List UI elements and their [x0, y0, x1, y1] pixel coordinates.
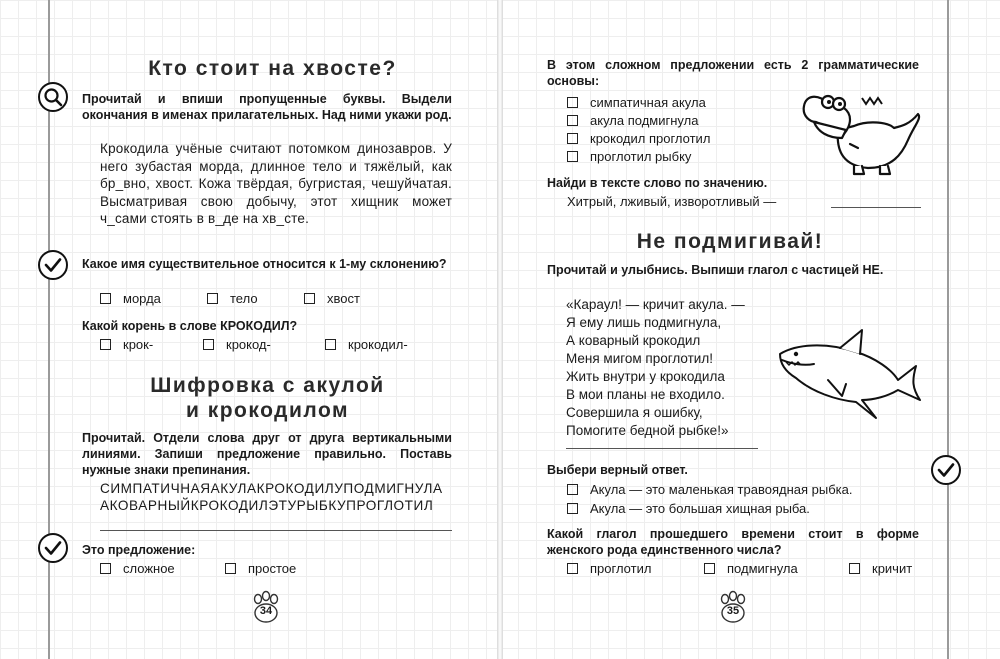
- cipher-line-2: АКОВАРНЫЙКРОКОДИЛЭТУРЫБКУПРОГЛОТИЛ: [100, 498, 434, 513]
- answer-line: [566, 448, 758, 449]
- option-podmignula[interactable]: подмигнула: [704, 561, 849, 576]
- poem-line: Я ему лишь подмигнула,: [566, 315, 722, 330]
- option-akula-podmignula[interactable]: акула подмигнула: [567, 111, 767, 129]
- option-krokod[interactable]: крокод-: [203, 337, 325, 352]
- poem-line: «Караул! — кричит акула. —: [566, 297, 745, 312]
- margin-line: [947, 0, 949, 659]
- answer-line: [100, 530, 452, 531]
- checkbox[interactable]: [100, 339, 111, 350]
- poem-line: Меня мигом проглотил!: [566, 351, 713, 366]
- checkbox[interactable]: [225, 563, 236, 574]
- shark-answer-options: [567, 480, 927, 518]
- checkbox[interactable]: [100, 563, 111, 574]
- grammar-bases-options: [567, 93, 767, 165]
- answer-line: [831, 207, 921, 208]
- checkbox[interactable]: [203, 339, 214, 350]
- checkbox[interactable]: [567, 484, 578, 495]
- verb-form-options: [567, 561, 927, 576]
- crocodile-text: Крокодила учёные считают потомком динозавров. У него зубастая морда, длинное тело и тяжёлый, как бр_вно, хвост. Кожа твёрдая, бугристая, чешуйчатая. Высматривая свою добычу, этот хищник может ч_сами стоять в в_де на хв_сте.: [100, 141, 452, 227]
- option-khvost[interactable]: хвост: [304, 291, 360, 306]
- title-ne-podmigivay: Не подмигивай!: [636, 230, 824, 253]
- poem-line: А коварный крокодил: [566, 333, 701, 348]
- page-number-34: 34: [249, 590, 283, 624]
- checkbox[interactable]: [207, 293, 218, 304]
- question-verb-form: Какой глагол прошедшего времени стоит в форме женского рода единственного числа?: [547, 527, 919, 557]
- option-simpatichnaya-akula[interactable]: симпатичная акула: [567, 93, 767, 111]
- question-grammar-bases: В этом сложном предложении есть 2 грамматические основы:: [547, 58, 919, 88]
- checkbox[interactable]: [567, 563, 578, 574]
- title-shifrovka-line1: Шифровка с акулой: [150, 374, 385, 397]
- crocodile-illustration: [798, 82, 926, 177]
- question-sentence-type: Это предложение:: [82, 543, 196, 557]
- option-bolshaya-ryba[interactable]: Акула — это большая хищная рыба.: [567, 499, 927, 518]
- title-kto-stoit: Кто стоит на хвосте?: [148, 57, 397, 80]
- checkbox[interactable]: [567, 115, 578, 126]
- option-proglotil-rybku[interactable]: проглотил рыбку: [567, 147, 767, 165]
- option-krichit[interactable]: кричит: [849, 561, 912, 576]
- root-options: [100, 337, 460, 352]
- checkbox[interactable]: [567, 151, 578, 162]
- magnifier-icon: [38, 82, 68, 112]
- sentence-type-options: [100, 561, 460, 576]
- question-choose-answer: Выбери верный ответ.: [547, 463, 688, 477]
- declension-options: [100, 291, 460, 306]
- checkbox[interactable]: [567, 133, 578, 144]
- checkbox[interactable]: [849, 563, 860, 574]
- checkmark-icon: [38, 250, 68, 280]
- poem-line: Совершила я ошибку,: [566, 405, 703, 420]
- right-page: [500, 0, 1000, 659]
- page-number-35: 35: [716, 590, 750, 624]
- poem-line: В мои планы не входило.: [566, 387, 725, 402]
- checkmark-icon: [38, 533, 68, 563]
- checkbox[interactable]: [567, 503, 578, 514]
- option-proglotil[interactable]: проглотил: [567, 561, 704, 576]
- instruction-1: Прочитай и впиши пропущенные буквы. Выдели окончания в именах прилагательных. Над ними укажи род.: [82, 92, 452, 122]
- checkbox[interactable]: [304, 293, 315, 304]
- option-krokodil[interactable]: крокодил-: [325, 337, 408, 352]
- option-morda[interactable]: морда: [100, 291, 207, 306]
- option-krok[interactable]: крок-: [100, 337, 203, 352]
- question-word-meaning: Найди в тексте слово по значению.: [547, 176, 768, 190]
- cipher-line-1: СИМПАТИЧНАЯАКУЛАКРОКОДИЛУПОДМИГНУЛА: [100, 481, 443, 496]
- checkmark-icon: [931, 455, 961, 485]
- option-slozhnoe[interactable]: сложное: [100, 561, 225, 576]
- question-root: Какой корень в слове КРОКОДИЛ?: [82, 319, 298, 333]
- option-prostoe[interactable]: простое: [225, 561, 296, 576]
- instruction-3: Прочитай и улыбнись. Выпиши глагол с частицей НЕ.: [547, 263, 884, 277]
- option-telo[interactable]: тело: [207, 291, 304, 306]
- checkbox[interactable]: [325, 339, 336, 350]
- checkbox[interactable]: [704, 563, 715, 574]
- poem: [566, 296, 786, 440]
- shark-illustration: [776, 326, 924, 422]
- book-spine: [497, 0, 503, 659]
- checkbox[interactable]: [567, 97, 578, 108]
- instruction-2: Прочитай. Отдели слова друг от друга вертикальными линиями. Запиши предложение правильно. Поставь нужные знаки препинания.: [82, 431, 452, 477]
- poem-line: Помогите бедной рыбке!»: [566, 423, 729, 438]
- question-declension: Какое имя существительное относится к 1-му склонению?: [82, 257, 447, 271]
- option-krokodil-proglotil[interactable]: крокодил проглотил: [567, 129, 767, 147]
- poem-line: Жить внутри у крокодила: [566, 369, 725, 384]
- option-malenkaya-rybka[interactable]: Акула — это маленькая травоядная рыбка.: [567, 480, 927, 499]
- word-meaning-text: Хитрый, лживый, изворотливый —: [567, 194, 777, 209]
- title-shifrovka-line2: и крокодилом: [185, 399, 350, 422]
- checkbox[interactable]: [100, 293, 111, 304]
